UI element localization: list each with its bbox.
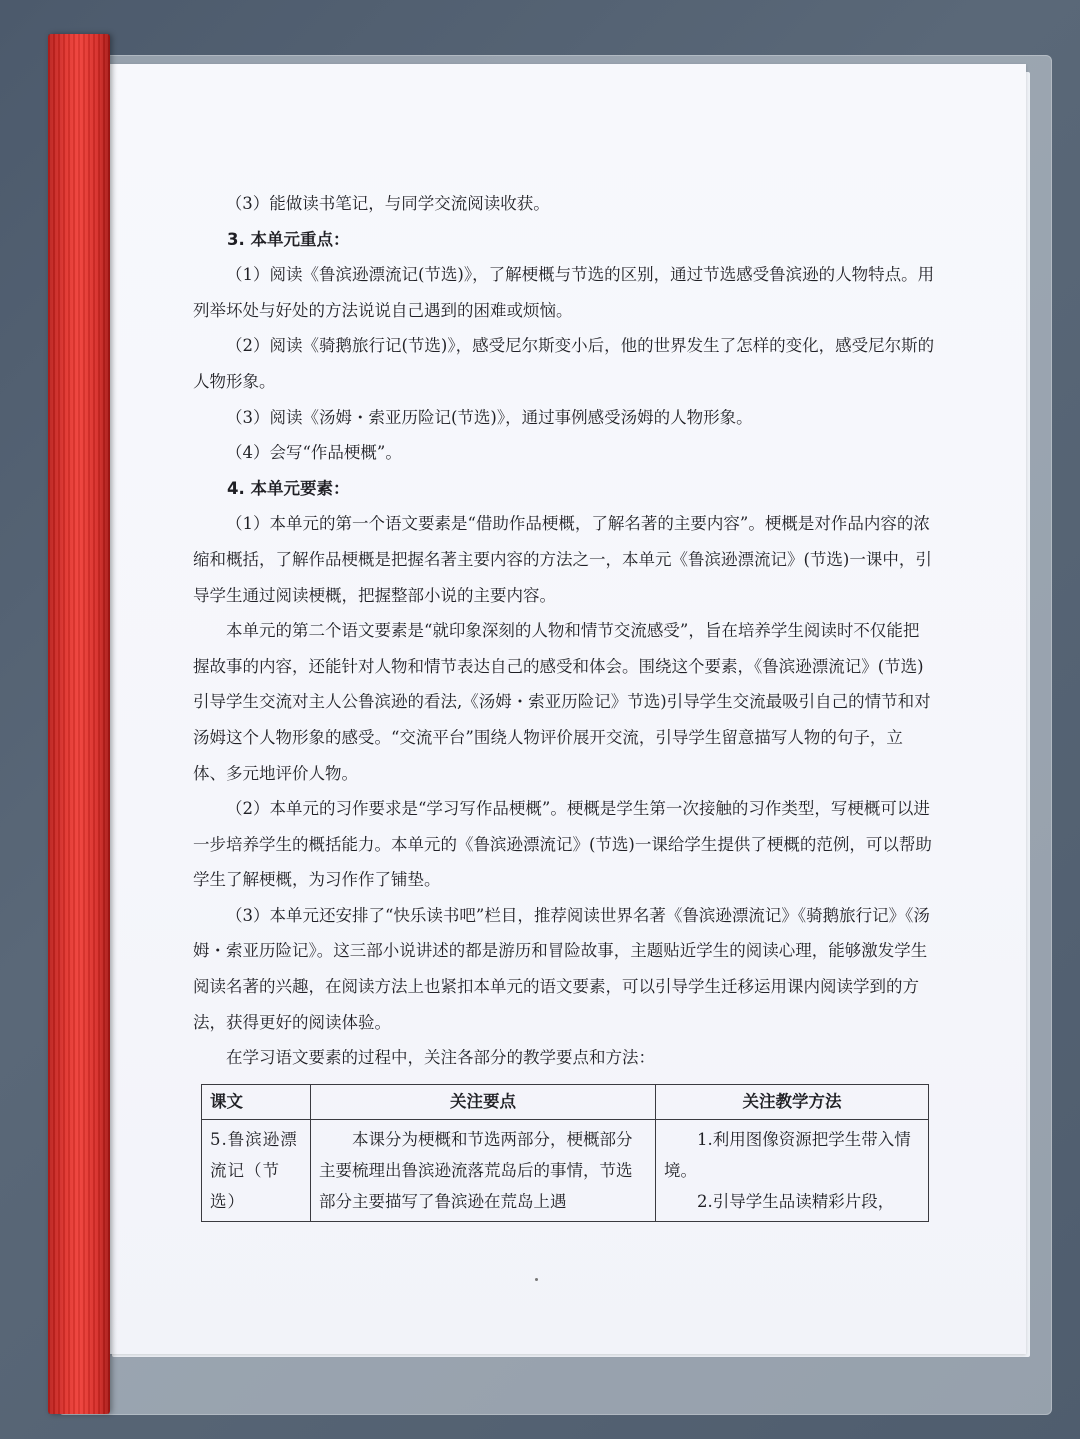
paragraph: （3）阅读《汤姆・索亚历险记(节选)》，通过事例感受汤姆的人物形象。 — [226, 407, 753, 427]
paragraph: 在学习语文要素的过程中，关注各部分的教学要点和方法： — [226, 1048, 655, 1068]
paragraph: （3）本单元还安排了“快乐读书吧”栏目，推荐阅读世界名著《鲁滨逊漂流记》《骑鹅旅行记》《汤姆・索亚历险记》。这三部小说讲述的都是游历和冒险故事，主题贴近学生的阅读心理，能够激发学生阅读名著的兴趣，在阅读方法上也紧扣本单元的语文要素，可以引导学生迁移运用课内阅读学到的方法，获得更好的阅读体验。 — [193, 905, 930, 1032]
teaching-table — [201, 1084, 929, 1222]
paragraph: （4）会写“作品梗概”。 — [226, 443, 402, 463]
section-heading: 3. 本单元重点： — [227, 229, 350, 249]
paragraph: （1）本单元的第一个语文要素是“借助作品梗概，了解名著的主要内容”。梗概是对作品内容的浓缩和概括，了解作品梗概是把握名著主要内容的方法之一，本单元《鲁滨逊漂流记》(节选)一课中，引导学生通过阅读梗概，把握整部小说的主要内容。 — [193, 514, 932, 605]
table-cell-points: 本课分为梗概和节选两部分，梗概部分主要梳理出鲁滨逊流落荒岛后的事情，节选部分主要描写了鲁滨逊在荒岛上遇 — [311, 1119, 656, 1221]
table-header: 课文 — [202, 1084, 311, 1119]
table-cell-methods — [656, 1119, 929, 1221]
method-item: 1.利用图像资源把学生带入情境。 — [664, 1129, 911, 1180]
page-mark — [535, 1278, 538, 1281]
paragraph: 本单元的第二个语文要素是“就印象深刻的人物和情节交流感受”，旨在培养学生阅读时不仅能把握故事的内容，还能针对人物和情节表达自己的感受和体会。围绕这个要素，《鲁滨逊漂流记》(节选)引导学生交流对主人公鲁滨逊的看法,《汤姆・索亚历险记》节选)引导学生交流最吸引自己的情节和对汤姆这个人物形象的感受。“交流平台”围绕人物评价展开交流，引导学生留意描写人物的句子，立体、多元地评价人物。 — [193, 621, 931, 783]
table-cell-lesson: 5.鲁滨逊漂流记（节选） — [202, 1119, 311, 1221]
table-header: 关注教学方法 — [656, 1084, 929, 1119]
paragraph: （1）阅读《鲁滨逊漂流记(节选)》，了解梗概与节选的区别，通过节选感受鲁滨逊的人物特点。用列举坏处与好处的方法说说自己遇到的困难或烦恼。 — [193, 265, 935, 320]
paragraph: （2）本单元的习作要求是“学习写作品梗概”。梗概是学生第一次接触的习作类型，写梗概可以进一步培养学生的概括能力。本单元的《鲁滨逊漂流记》(节选)一课给学生提供了梗概的范例，可以帮助学生了解梗概，为习作作了铺垫。 — [193, 799, 932, 890]
method-item: 2.引导学生品读精彩片段， — [697, 1191, 895, 1211]
table-header: 关注要点 — [311, 1084, 656, 1119]
paragraph: （3）能做读书笔记，与同学交流阅读收获。 — [225, 194, 550, 213]
section-heading: 4. 本单元要素： — [227, 478, 350, 498]
paragraph: （2）阅读《骑鹅旅行记(节选)》，感受尼尔斯变小后，他的世界发生了怎样的变化，感受尼尔斯的人物形象。 — [193, 336, 935, 391]
table-header-row — [202, 1084, 929, 1119]
red-binding-spine — [48, 34, 110, 1414]
document-body — [193, 186, 935, 1222]
table-row — [202, 1119, 929, 1221]
